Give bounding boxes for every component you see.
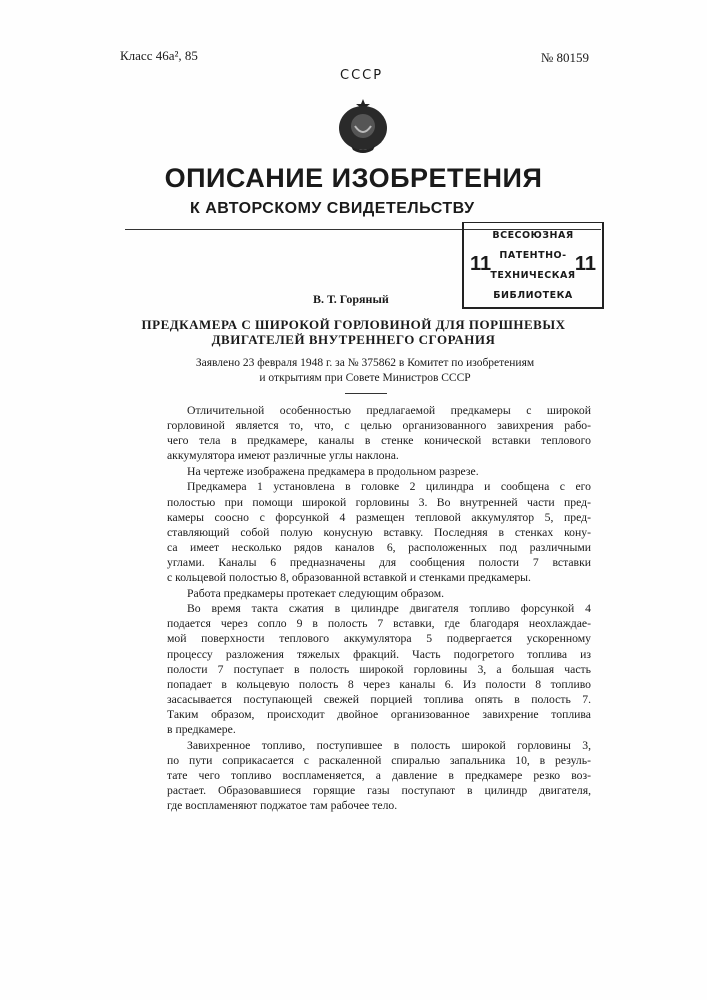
invention-title-line: ПРЕДКАМЕРА С ШИРОКОЙ ГОРЛОВИНОЙ ДЛЯ ПОРШНЕВЫХ (0, 317, 707, 333)
text-line: где воспламеняют поджатое там рабочее тело. (167, 798, 591, 813)
text-line: тате чего топливо воспламеняется, а давление в предкамере резко воз- (167, 768, 591, 783)
text-line: ставляющий собой полую конусную вставку. Последняя в стенках кону- (167, 525, 591, 540)
claim-info-line: Заявлено 23 февраля 1948 г. за № 375862 в Комитет по изобретениям (0, 357, 707, 369)
stamp-line: ВСЕСОЮЗНАЯ (464, 230, 602, 241)
patent-number: № 80159 (541, 50, 589, 66)
class-label: Класс 46а², 85 (120, 48, 198, 64)
text-line: Работа предкамеры протекает следующим образом. (167, 586, 591, 601)
paragraph (167, 479, 591, 585)
author: В. Т. Горяный (313, 292, 389, 307)
section-divider (345, 393, 387, 394)
text-line: камеры соосно с форсункой 4 размещен тепловой аккумулятор 5, пред- (167, 510, 591, 525)
text-line: углами. Каналы 6 предназначены для сообщения полости 7 вставки (167, 555, 591, 570)
library-stamp (462, 222, 604, 309)
description-body (167, 403, 591, 814)
text-line: Во время такта сжатия в цилиндре двигателя топливо форсункой 4 (167, 601, 591, 616)
country-label: СССР (340, 68, 383, 83)
document-subtitle: К АВТОРСКОМУ СВИДЕТЕЛЬСТВУ (190, 200, 475, 218)
text-line: са имеет несколько рядов каналов 6, расположенных под различными (167, 540, 591, 555)
text-line: по пути соприкасается с раскаленной спиралью запальника 10, в резуль- (167, 753, 591, 768)
paragraph (167, 601, 591, 737)
coat-of-arms-icon (333, 98, 393, 156)
text-line: полостью при помощи широкой горловины 3. Во внутренней части пред- (167, 495, 591, 510)
text-line: мой поверхности теплового аккумулятора 5 подвергается ускоренному (167, 631, 591, 646)
text-line: попадает в кольцевую полость 8 через каналы 6. Из полости 8 топливо (167, 677, 591, 692)
text-line: Завихренное топливо, поступившее в полость широкой горловины 3, (167, 738, 591, 753)
invention-title-line: ДВИГАТЕЛЕЙ ВНУТРЕННЕГО СГОРАНИЯ (0, 332, 707, 348)
text-line: подается через сопло 9 в полость 7 вставки, где благодаря неохлаждае- (167, 616, 591, 631)
stamp-mark-right: 11 (575, 253, 596, 276)
text-line: процессу разложения тяжелых фракций. Часть подогретого топлива из (167, 647, 591, 662)
stamp-line: ТЕХНИЧЕСКАЯ (464, 270, 602, 281)
text-line: с кольцевой полостью 8, образованной вставкой и стенками предкамеры. (167, 570, 591, 585)
claim-info-line: и открытиям при Совете Министров СССР (0, 372, 707, 384)
text-line: горловиной является то, что, с целью организованного завихрения рабо- (167, 418, 591, 433)
stamp-line: БИБЛИОТЕКА (464, 290, 602, 301)
text-line: аккумулятора имеют различные углы наклона. (167, 448, 591, 463)
text-line: полости 7 поступает в полость широкой горловины 3, а большая часть (167, 662, 591, 677)
stamp-line: ПАТЕНТНО- (464, 250, 602, 261)
paragraph (167, 403, 591, 463)
document-title: ОПИСАНИЕ ИЗОБРЕТЕНИЯ (0, 163, 707, 194)
text-line: Отличительной особенностью предлагаемой предкамеры с широкой (167, 403, 591, 418)
text-line: растает. Образовавшиеся горящие газы поступают в цилиндр двигателя, (167, 783, 591, 798)
paragraph (167, 738, 591, 813)
patent-page (0, 0, 707, 1000)
text-line: На чертеже изображена предкамера в продольном разрезе. (167, 464, 591, 479)
text-line: засасывается поступающей свежей порцией топлива опять в полость 7. (167, 692, 591, 707)
text-line: чего тела в предкамере, каналы в стенке конической вставки теплового (167, 433, 591, 448)
text-line: Таким образом, происходит двойное организованное завихрение топлива (167, 707, 591, 722)
paragraph (167, 586, 591, 601)
stamp-mark-left: 11 (470, 253, 491, 276)
text-line: Предкамера 1 установлена в головке 2 цилиндра и сообщена с его (167, 479, 591, 494)
paragraph (167, 464, 591, 479)
text-line: в предкамере. (167, 722, 591, 737)
